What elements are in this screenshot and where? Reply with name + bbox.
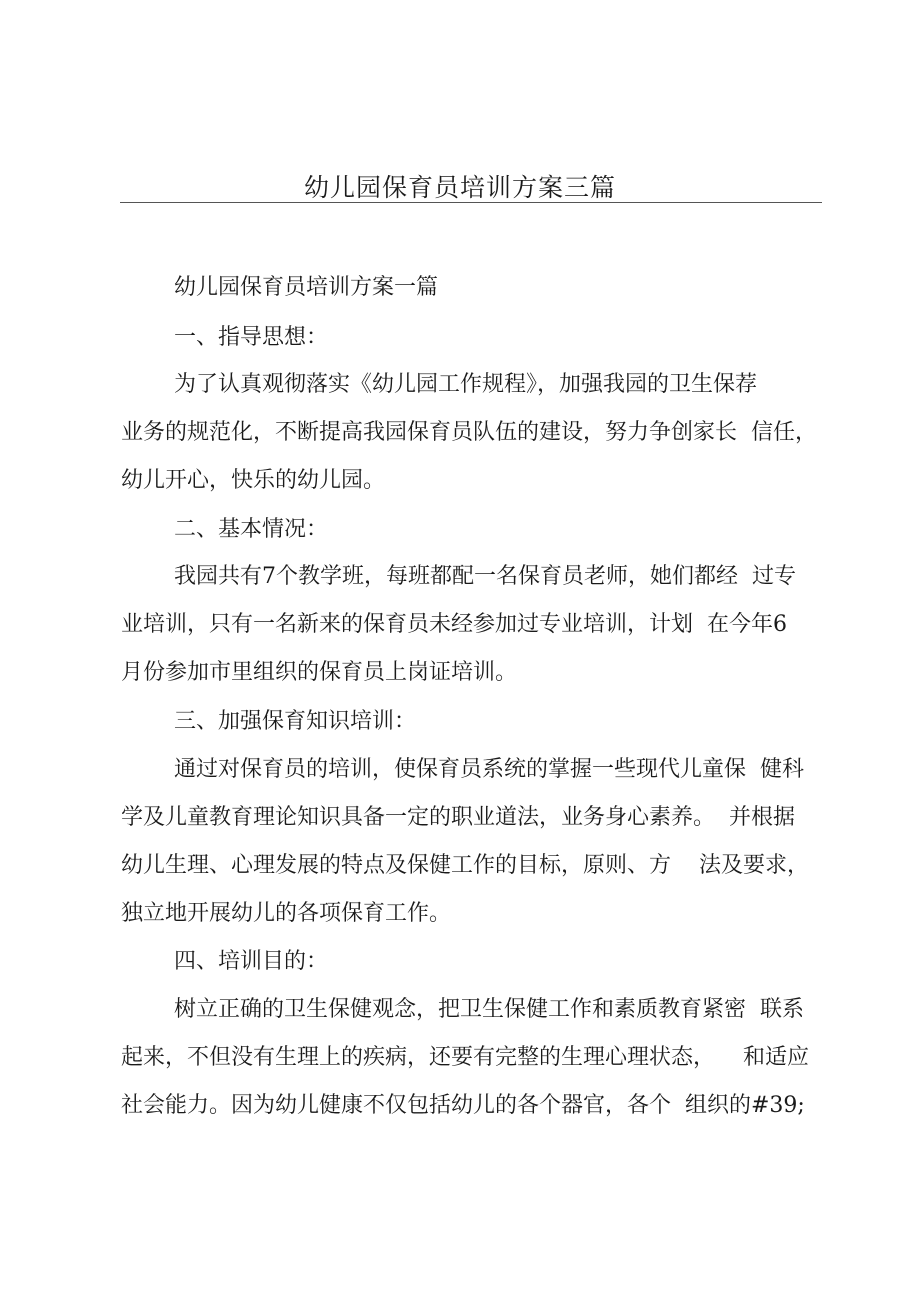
title-underline — [120, 202, 822, 203]
section-heading-basic-situation: 二、基本情况： — [174, 517, 329, 542]
paragraph-line: 幼儿生理、心理发展的特点及保健工作的目标，原则、方 法及要求， — [121, 853, 809, 878]
paragraph-line: 通过对保育员的培训，使保育员系统的掌握一些现代儿童保 健科 — [174, 757, 804, 782]
paragraph-line: 月份参加市里组织的保育员上岗证培训。 — [121, 660, 518, 685]
paragraph-line: 社会能力。因为幼儿健康不仅包括幼儿的各个器官，各个 组织的#39; — [121, 1093, 805, 1118]
section-heading-training-purpose: 四、培训目的： — [174, 949, 329, 974]
paragraph-line: 幼儿开心，快乐的幼儿园。 — [121, 468, 386, 493]
section-heading-guiding-thought: 一、指导思想： — [174, 325, 329, 350]
section-heading-knowledge-training: 三、加强保育知识培训： — [174, 709, 417, 734]
paragraph-line: 树立正确的卫生保健观念，把卫生保健工作和素质教育紧密 联系 — [174, 997, 804, 1022]
paragraph-line: 学及儿童教育理论知识具备一定的职业道法，业务身心素养。 并根据 — [121, 805, 795, 830]
paragraph-line: 业务的规范化，不断提高我园保育员队伍的建设，努力争创家长 信任， — [121, 420, 817, 445]
section-heading-plan-one: 幼儿园保育员培训方案一篇 — [174, 275, 439, 300]
document-title: 幼儿园保育员培训方案三篇 — [303, 173, 616, 202]
paragraph-line: 我园共有7个教学班，每班都配一名保育员老师，她们都经 过专 — [174, 564, 796, 589]
paragraph-line: 为了认真观彻落实《幼儿园工作规程》，加强我园的卫生保荐 — [174, 372, 758, 397]
paragraph-line: 业培训，只有一名新来的保育员未经参加过专业培训，计划 在今年6 — [121, 612, 787, 637]
paragraph-line: 起来，不但没有生理上的疾病，还要有完整的生理心理状态， 和适应 — [121, 1045, 809, 1070]
paragraph-line: 独立地开展幼儿的各项保育工作。 — [121, 901, 452, 926]
